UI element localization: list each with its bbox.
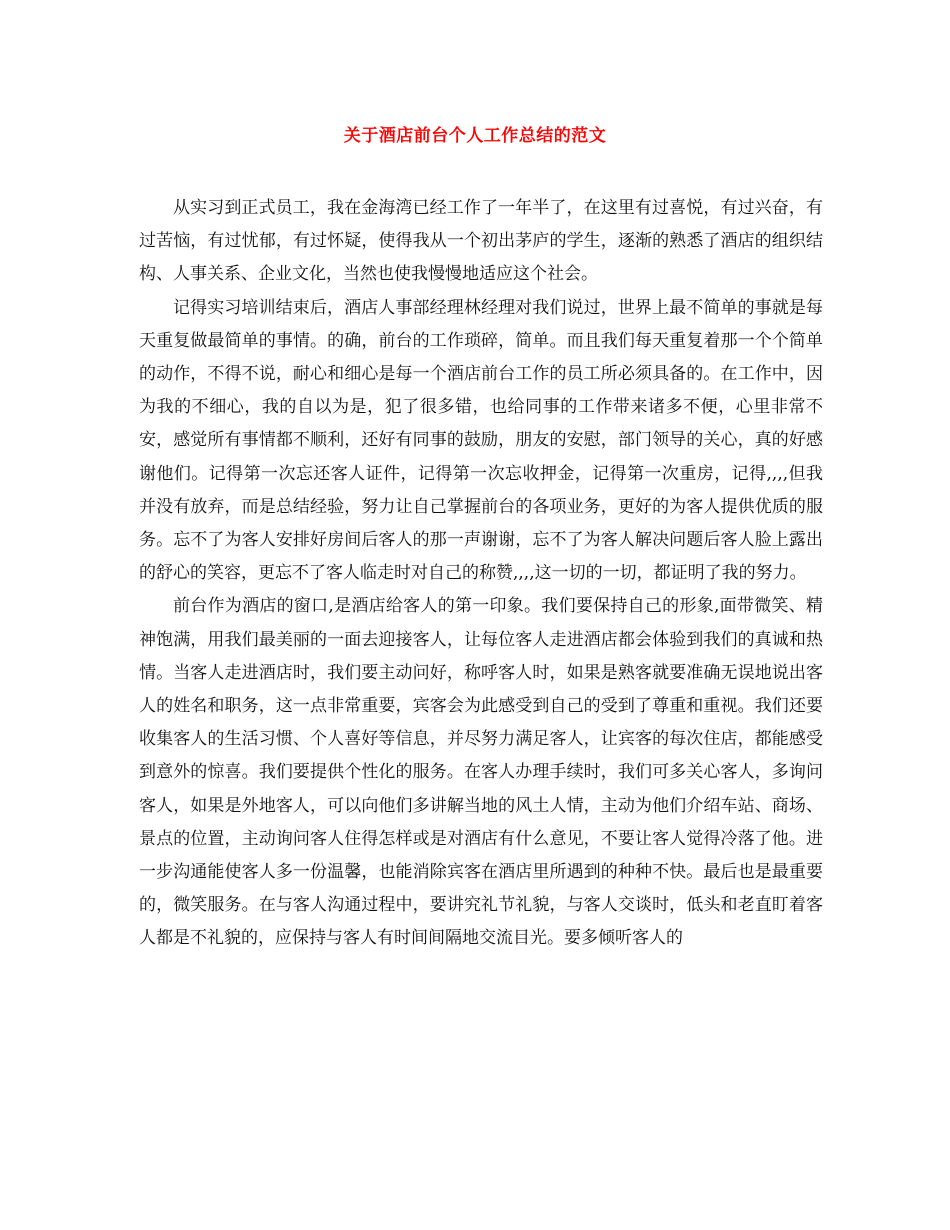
document-body: [139, 192, 823, 956]
paragraph: 前台作为酒店的窗口,是酒店给客人的第一印象。我们要保持自己的形象,面带微笑、精神饱满，用我们最美丽的一面去迎接客人，让每位客人走进酒店都会体验到我们的真诚和热情。当客人走进酒店时，我们要主动问好，称呼客人时，如果是熟客就要准确无误地说出客人的姓名和职务，这一点非常重要，宾客会为此感受到自己的受到了尊重和重视。我们还要收集客人的生活习惯、个人喜好等信息，并尽努力满足客人，让宾客的每次住店，都能感受到意外的惊喜。我们要提供个性化的服务。在客人办理手续时，我们可多关心客人，多询问客人，如果是外地客人，可以向他们多讲解当地的风土人情，主动为他们介绍车站、商场、景点的位置，主动询问客人住得怎样或是对酒店有什么意见，不要让客人觉得冷落了他。进一步沟通能使客人多一份温馨，也能消除宾客在酒店里所遇到的种种不快。最后也是最重要的，微笑服务。在与客人沟通过程中，要讲究礼节礼貌，与客人交谈时，低头和老直盯着客人都是不礼貌的，应保持与客人有时间间隔地交流目光。要多倾听客人的: [139, 596, 823, 949]
paragraph: 记得实习培训结束后，酒店人事部经理林经理对我们说过，世界上最不简单的事就是每天重复做最简单的事情。的确，前台的工作琐碎，简单。而且我们每天重复着那一个个简单的动作，不得不说，耐心和细心是每一个酒店前台工作的员工所必须具备的。在工作中，因为我的不细心，我的自以为是，犯了很多错，也给同事的工作带来诸多不便，心里非常不安，感觉所有事情都不顺利，还好有同事的鼓励，朋友的安慰，部门领导的关心，真的好感谢他们。记得第一次忘还客人证件，记得第一次忘收押金，记得第一次重房，记得,,,,但我并没有放弃，而是总结经验，努力让自己掌握前台的各项业务，更好的为客人提供优质的服务。忘不了为客人安排好房间后客人的那一声谢谢，忘不了为客人解决问题后客人脸上露出的舒心的笑容，更忘不了客人临走时对自己的称赞,,,,这一切的一切，都证明了我的努力。: [139, 297, 823, 584]
paragraph: 从实习到正式员工，我在金海湾已经工作了一年半了，在这里有过喜悦，有过兴奋，有过苦恼，有过忧郁，有过怀疑，使得我从一个初出茅庐的学生，逐渐的熟悉了酒店的组织结构、人事关系、企业文化，当然也使我慢慢地适应这个社会。: [139, 198, 823, 285]
document-title: 关于酒店前台个人工作总结的范文: [343, 126, 607, 146]
